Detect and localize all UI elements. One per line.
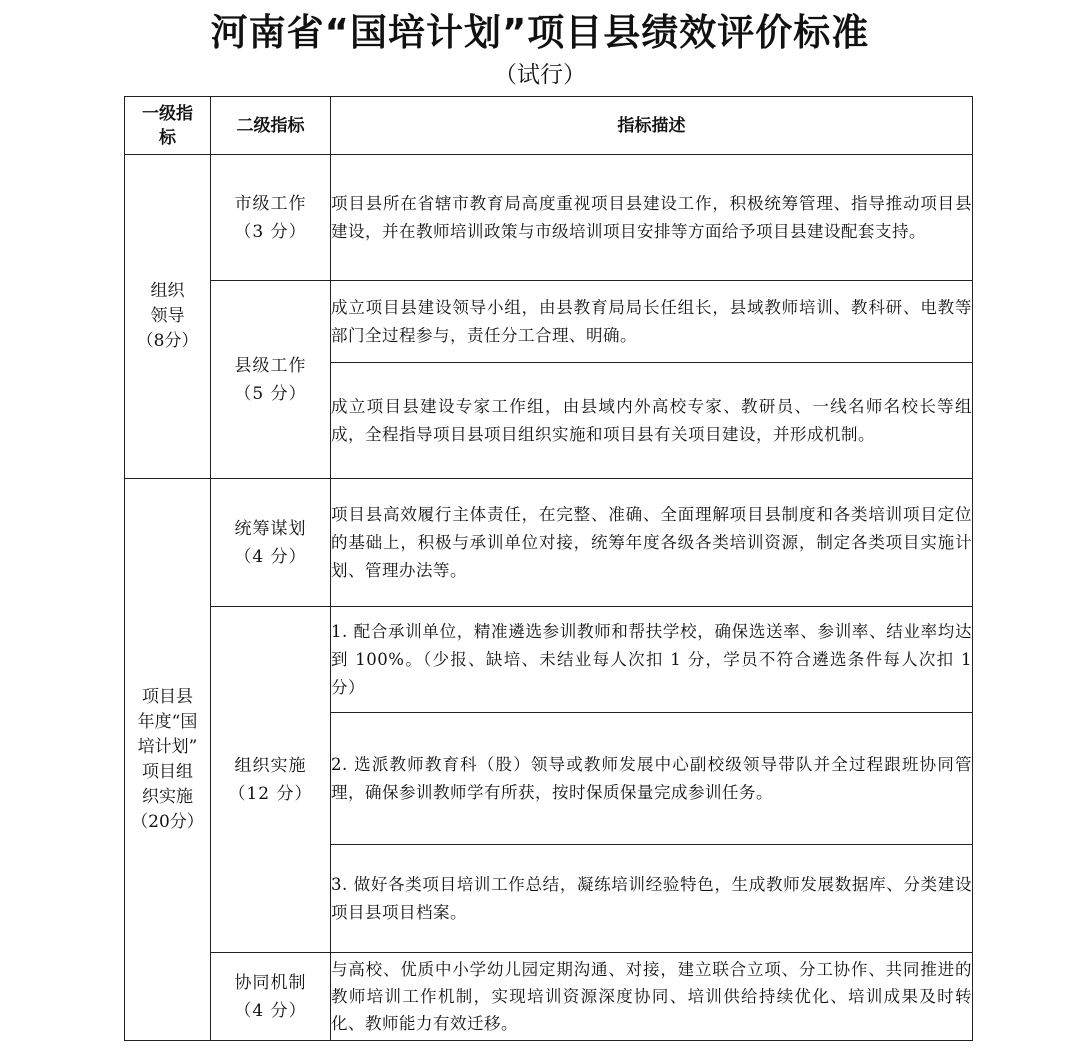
header-level2: 二级指标	[211, 97, 331, 155]
header-level1: 一级指 标	[125, 97, 211, 155]
level2-score: （3 分）	[234, 221, 307, 242]
level2-collaboration	[211, 953, 331, 1041]
table-row	[125, 479, 973, 607]
description-cell: 1. 配合承训单位，精准遴选参训教师和帮扶学校，确保选送率、参训率、结业率均达到 100%。（少报、缺培、未结业每人次扣 1 分，学员不符合遴选条件每人次扣 1 分）	[331, 607, 973, 713]
description-cell: 成立项目县建设领导小组，由县教育局局长任组长，县域教师培训、教科研、电教等部门全过程参与，责任分工合理、明确。	[331, 281, 973, 363]
level2-score: （5 分）	[234, 383, 307, 404]
document-title: 河南省“国培计划”项目县绩效评价标准	[210, 11, 870, 54]
header-description: 指标描述	[331, 97, 973, 155]
level2-name: 县级工作	[234, 355, 307, 376]
description-cell: 2. 选派教师教育科（股）领导或教师发展中心副校级领导带队并全过程跟班协同管理，确保参训教师学有所获，按时保质保量完成参训任务。	[331, 713, 973, 845]
table-header-row	[125, 97, 973, 155]
evaluation-table	[124, 96, 973, 1041]
level2-name: 协同机制	[234, 972, 307, 993]
table-row	[125, 155, 973, 281]
description-cell: 与高校、优质中小学幼儿园定期沟通、对接，建立联合立项、分工协作、共同推进的教师培训工作机制，实现培训资源深度协同、培训供给持续优化、培训成果及时转化、教师能力有效迁移。	[331, 953, 973, 1041]
level1-label: 组织 领导 （8分）	[136, 281, 199, 351]
table-row	[125, 281, 973, 363]
level2-name: 统筹谋划	[234, 518, 307, 539]
level1-organization	[125, 155, 211, 479]
level2-score: （4 分）	[234, 1000, 307, 1021]
document-subtitle: （试行）	[494, 62, 586, 88]
level1-implementation	[125, 479, 211, 1041]
table-row	[125, 953, 973, 1041]
description-cell: 项目县高效履行主体责任，在完整、准确、全面理解项目县制度和各类培训项目定位的基础上，积极与承训单位对接，统筹年度各级各类培训资源，制定各类项目实施计划、管理办法等。	[331, 479, 973, 607]
level2-organizing	[211, 607, 331, 953]
description-cell: 成立项目县建设专家工作组，由县域内外高校专家、教研员、一线名师名校长等组成，全程指导项目县项目组织实施和项目县有关项目建设，并形成机制。	[331, 363, 973, 479]
description-cell: 3. 做好各类项目培训工作总结，凝练培训经验特色，生成教师发展数据库、分类建设项目县项目档案。	[331, 845, 973, 953]
level2-planning	[211, 479, 331, 607]
level2-name: 市级工作	[234, 193, 307, 214]
level2-county-work	[211, 281, 331, 479]
description-cell: 项目县所在省辖市教育局高度重视项目县建设工作，积极统筹管理、指导推动项目县建设，并在教师培训政策与市级培训项目安排等方面给予项目县建设配套支持。	[331, 155, 973, 281]
level1-label: 项目县 年度“国 培计划” 项目组 织实施 （20分）	[131, 686, 204, 832]
level2-city-work	[211, 155, 331, 281]
level2-score: （4 分）	[234, 546, 307, 567]
level2-name: 组织实施	[234, 755, 307, 776]
table-row	[125, 607, 973, 713]
level2-score: （12 分）	[228, 783, 313, 804]
